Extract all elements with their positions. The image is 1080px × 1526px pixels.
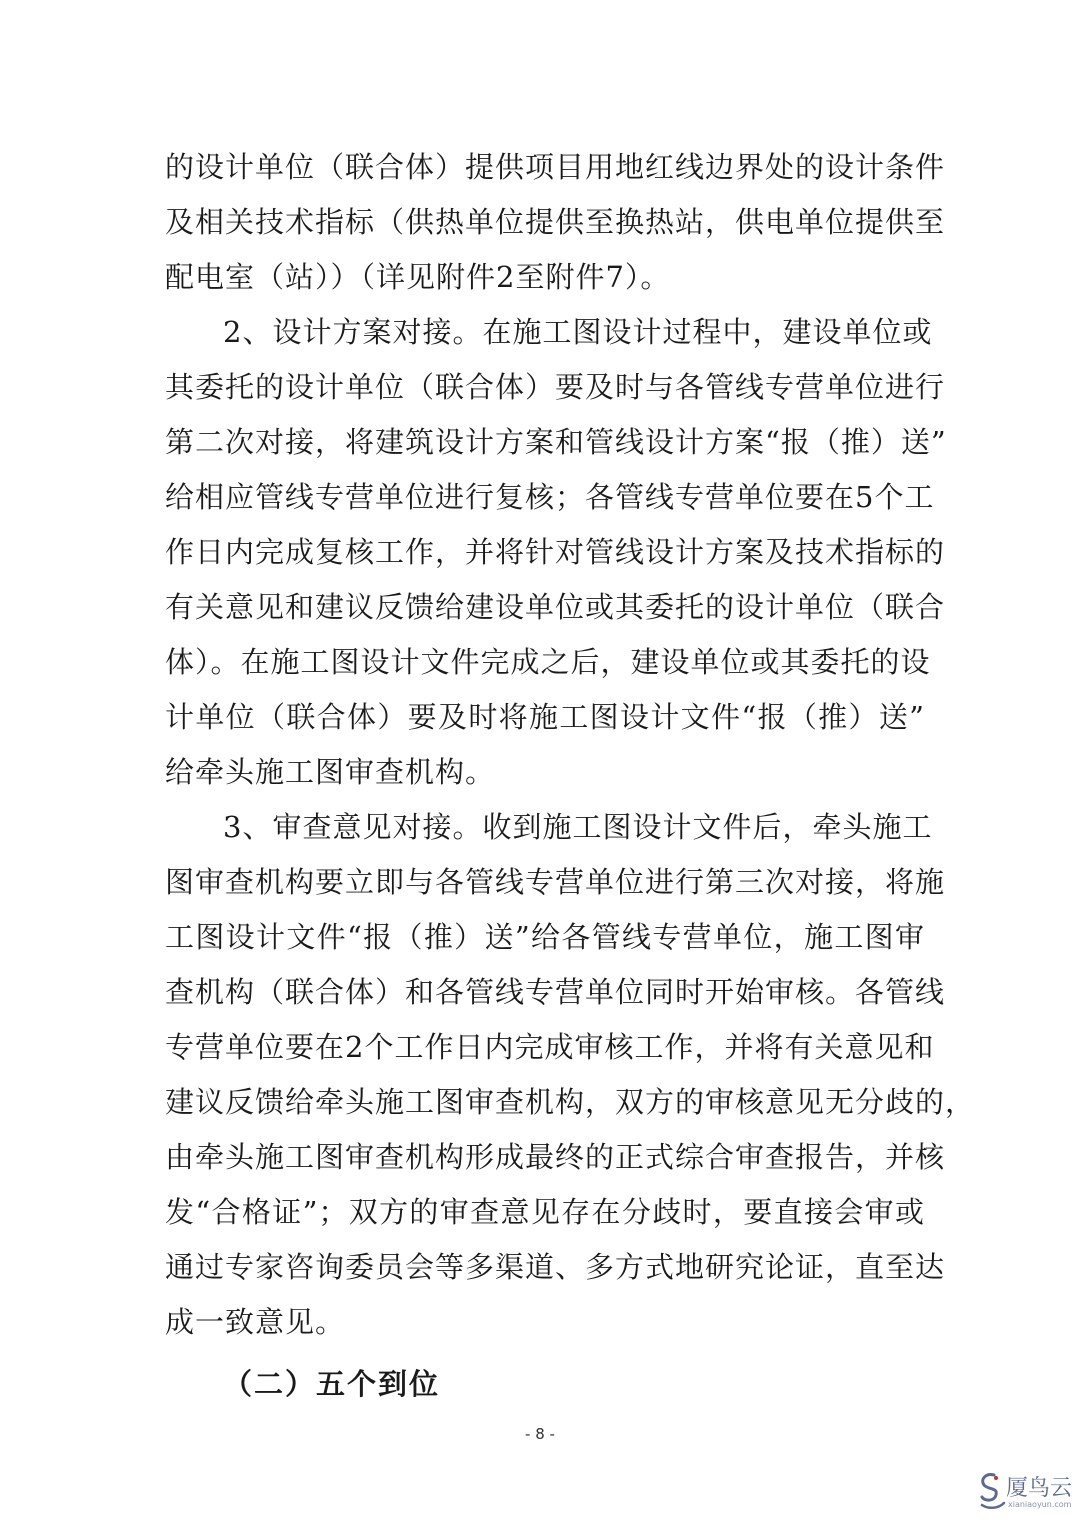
text-line: 发“合格证”；双方的审查意见存在分歧时，要直接会审或: [165, 1195, 925, 1229]
text-line: 图审查机构要立即与各管线专营单位进行第三次对接，将施: [165, 865, 946, 899]
watermark: [972, 1467, 1072, 1515]
text-line: 3、审查意见对接。收到施工图设计文件后，牵头施工: [223, 810, 933, 844]
text-line: 成一致意见。: [165, 1305, 346, 1339]
paragraph-3: [165, 800, 976, 1350]
text-line: 及相关技术指标（供热单位提供至换热站，供电单位提供至: [165, 205, 946, 239]
text-line: 作日内完成复核工作，并将针对管线设计方案及技术指标的: [165, 535, 946, 569]
text-line: 体）。在施工图设计文件完成之后，建设单位或其委托的设: [165, 645, 931, 679]
text-line: 工图设计文件“报（推）送”给各管线专营单位，施工图审: [165, 920, 925, 954]
text-line: 有关意见和建议反馈给建设单位或其委托的设计单位（联合: [165, 590, 946, 624]
text-line: 计单位（联合体）要及时将施工图设计文件“报（推）送”: [165, 700, 925, 734]
text-line: 的设计单位（联合体）提供项目用地红线边界处的设计条件: [165, 150, 946, 184]
watermark-url: xianiaoyun.com: [1008, 1500, 1072, 1509]
text-line: 由牵头施工图审查机构形成最终的正式综合审查报告，并核: [165, 1140, 946, 1174]
text-line: 通过专家咨询委员会等多渠道、多方式地研究论证，直至达: [165, 1250, 946, 1284]
page-number: - 8 -: [525, 1425, 555, 1443]
paragraph-2: [165, 305, 947, 800]
paragraph-1: [165, 140, 946, 305]
text-line: 专营单位要在2个工作日内完成审核工作，并将有关意见和: [165, 1030, 935, 1064]
document-body: [165, 140, 976, 1414]
watermark-name: 厦鸟云: [1006, 1476, 1073, 1501]
text-line: 第二次对接，将建筑设计方案和管线设计方案“报（推）送”: [165, 425, 947, 459]
text-line: 查机构（联合体）和各管线专营单位同时开始审核。各管线: [165, 975, 946, 1009]
text-line: 给相应管线专营单位进行复核；各管线专营单位要在5个工: [165, 480, 935, 514]
text-line: 给牵头施工图审查机构。: [165, 755, 496, 789]
section-heading: （二）五个到位: [223, 1367, 441, 1401]
text-line: 建议反馈给牵头施工图审查机构，双方的审核意见无分歧的，: [165, 1085, 976, 1119]
text-line: 其委托的设计单位（联合体）要及时与各管线专营单位进行: [165, 370, 946, 404]
text-line: 配电室（站））（详见附件2至附件7）。: [165, 260, 671, 294]
text-line: 2、设计方案对接。在施工图设计过程中，建设单位或: [223, 315, 933, 349]
